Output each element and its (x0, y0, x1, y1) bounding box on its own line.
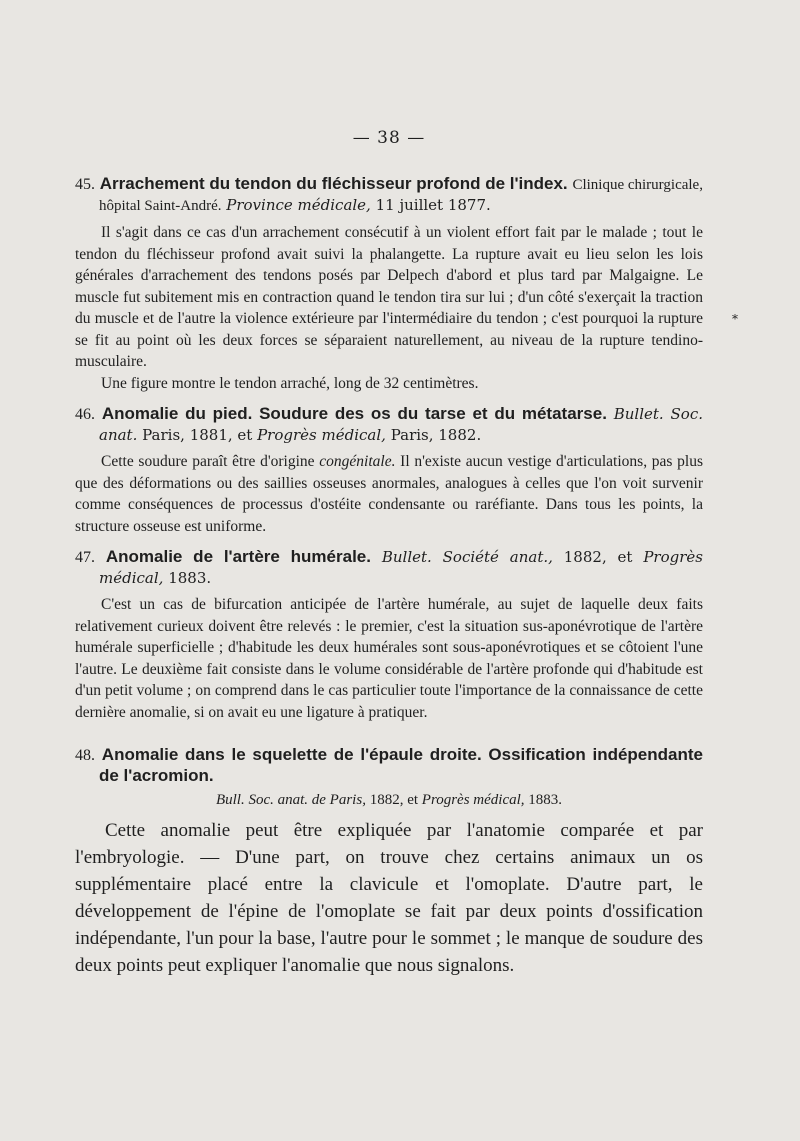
entry-journal: Province médicale, (226, 196, 371, 214)
entry-title: Arrachement du tendon du fléchisseur profond de l'index. (99, 174, 568, 193)
entry-body (75, 817, 703, 979)
entry-body (75, 451, 703, 537)
paragraph: C'est un cas de bifurcation anticipée de l'artère humérale, au sujet de laquelle deux faits relativement curieux doivent être relevés : le premier, c'est la situation sus-aponévrotique de l'artère humérale superficielle ; d'habitude les deux humérales sont sous-aponévrotiques et se côtoient l'une l'autre. Le deuxième fait consiste dans le volume considérable de l'artère profonde qui d'habitude est d'un petit volume ; on comprend dans le cas particulier toute l'importance de la connaissance de cette dernière anomalie, si on avait eu une ligature à pratiquer. (75, 596, 703, 721)
entry-46 (75, 404, 703, 537)
entry-number: 46. (75, 406, 95, 423)
entry-45 (75, 174, 703, 394)
entry-journal-2: Progrès médical, (421, 792, 525, 808)
entry-source: Clinique chirurgicale, hôpital Saint-André. (99, 177, 703, 214)
entry-title: Anomalie de l'artère humérale. (105, 547, 371, 566)
paragraph: Cette anomalie peut être expliquée par l'anatomie comparée et par l'embryologie. — D'une part, on trouve chez certains animaux un os supplémentaire placé entre la clavicule et l'omoplate. D'autre part, le développement de l'épine de l'omoplate se fait par deux points d'ossification indépendante, l'un pour la base, l'autre pour le sommet ; le manque de soudure des deux points peut expliquer l'anomalie que nous signalons. (75, 820, 703, 976)
entry-heading (75, 404, 703, 445)
entry-source: Paris, 1881, et (142, 426, 253, 444)
entry-47 (75, 547, 703, 723)
paragraph (75, 451, 703, 537)
entry-date: Paris, 1882. (390, 426, 482, 444)
text-span: Il n'existe aucun vestige d'articulations, pas plus que des déformations ou des saillies osseuses anormales, analogues à celles que l'on voit survenir comme conséquences de processus d'ostéite condensante ou raréfiante. Dans tous les points, la structure osseuse est uniforme. (75, 453, 703, 535)
text-span: Cette soudure paraît être d'origine (101, 453, 315, 470)
entry-journal: Bullet. Société anat., (381, 548, 553, 566)
entry-source: 1882, et (563, 548, 633, 566)
entry-journal: Bull. Soc. anat. de Paris, (215, 792, 366, 808)
paragraph: Une figure montre le tendon arraché, long de 32 centimètres. (101, 374, 479, 392)
entry-source: 1882, et (369, 792, 419, 808)
entry-body (75, 594, 703, 723)
entry-journal-2: Progrès médical, (99, 548, 703, 587)
entry-heading (75, 547, 703, 588)
entry-source-line (75, 792, 703, 809)
page-number: — 38 — (352, 128, 426, 148)
entry-heading (75, 745, 703, 786)
margin-mark: * (732, 312, 738, 326)
entry-number: 48. (75, 747, 95, 764)
entry-date: 1883. (528, 792, 563, 808)
entry-date: 11 juillet 1877. (375, 196, 491, 214)
entry-number: 47. (75, 549, 95, 566)
entry-48 (75, 745, 703, 979)
entry-title: Anomalie du pied. Soudure des os du tarse et du métatarse. (101, 404, 607, 423)
italic-span: congénitale. (319, 453, 396, 470)
paragraph: Il s'agit dans ce cas d'un arrachement consécutif à un violent effort fait par le malade ; tout le tendon du fléchisseur profond avait suivi la phalangette. La rupture avait eu lieu selon les lois générales d'arrachement des tendons posés par Delpech d'abord et plus tard par Malgaigne. Le muscle fut subitement mis en contraction quand le tendon tira sur lui ; d'un côté s'exerçait la traction du muscle et de l'autre la violence extérieure par l'intermédiaire du tendon ; c'est pourquoi la rupture se fit au point où les deux forces se séparaient naturellement, au niveau de la rupture tendino-musculaire. (75, 224, 703, 370)
entry-body (75, 222, 703, 394)
entry-date: 1883. (168, 569, 212, 587)
page-content (75, 128, 703, 989)
entry-journal-2: Progrès médical, (257, 426, 386, 444)
entry-number: 45. (75, 176, 95, 193)
entry-heading (75, 174, 703, 216)
entry-journal: Bullet. Soc. anat. (99, 405, 703, 444)
entry-title: Anomalie dans le squelette de l'épaule droite. Ossification indépendante de l'acromion. (99, 745, 703, 785)
